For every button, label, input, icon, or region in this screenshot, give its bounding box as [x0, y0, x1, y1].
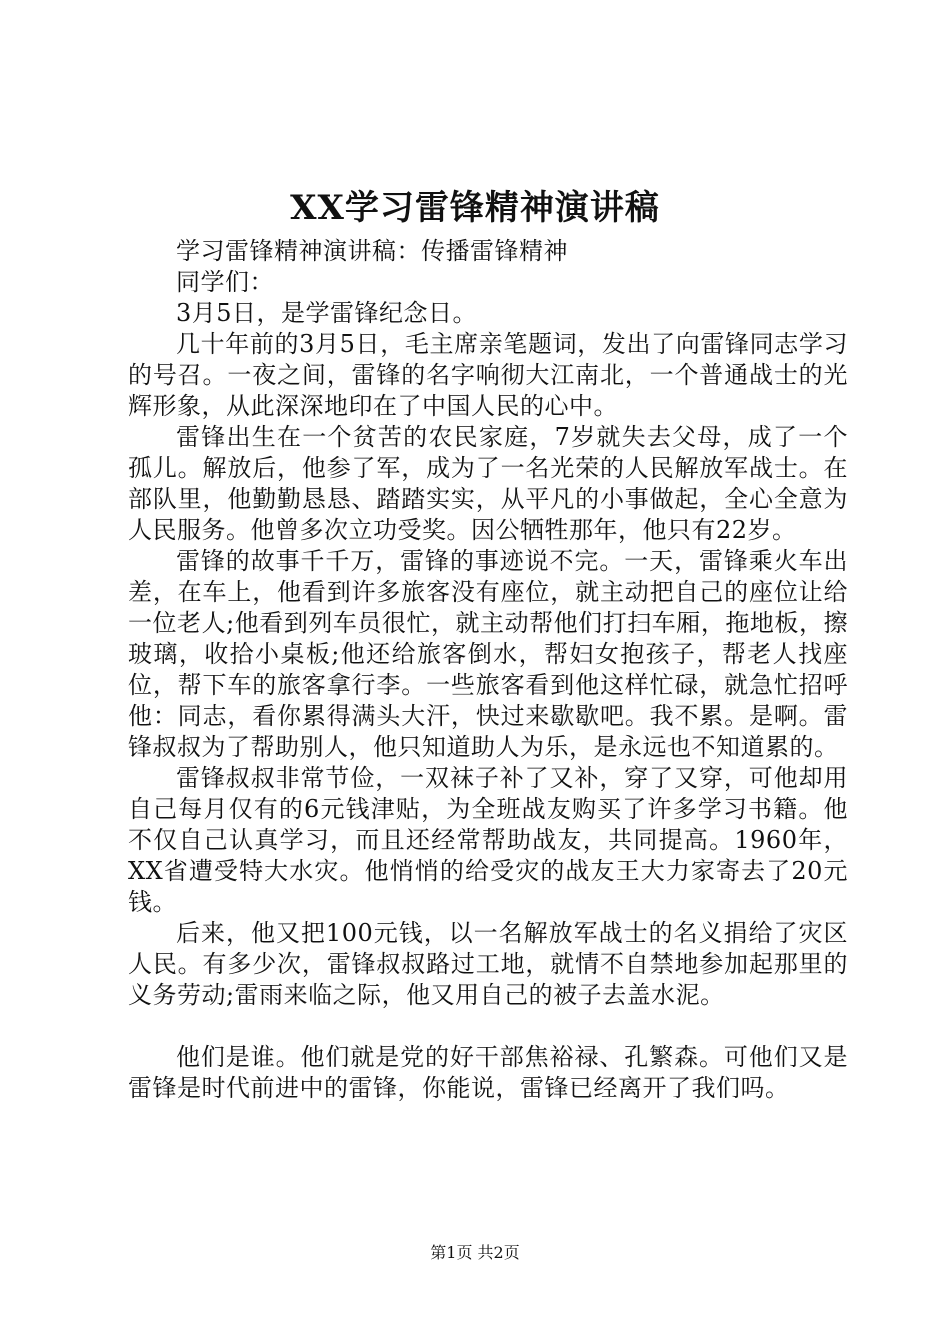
paragraph-greeting: 同学们：: [176, 268, 274, 296]
paragraph-subtitle: 学习雷锋精神演讲稿：传播雷锋精神: [176, 237, 568, 265]
paragraph-memorial-day: 3月5日，是学雷锋纪念日。: [176, 299, 478, 327]
paragraph-history: 几十年前的3月5日，毛主席亲笔题词，发出了向雷锋同志学习的号召。一夜之间，雷锋的名字响彻大江南北，一个普通战士的光辉形象，从此深深地印在了中国人民的心中。: [128, 330, 848, 420]
document-body: [128, 236, 848, 1104]
paragraph-question: 他们是谁。他们就是党的好干部焦裕禄、孔繁森。可他们又是雷锋是时代前进中的雷锋，你能说，雷锋已经离开了我们吗。: [128, 1043, 848, 1102]
paragraph-train-story: 雷锋的故事千千万，雷锋的事迹说不完。一天，雷锋乘火车出差，在车上，他看到许多旅客没有座位，就主动把自己的座位让给一位老人;他看到列车员很忙，就主动帮他们打扫车厢，拖地板，擦玻璃，收拾小桌板;他还给旅客倒水，帮妇女抱孩子，帮老人找座位，帮下车的旅客拿行李。一些旅客看到他这样忙碌，就急忙招呼他：同志，看你累得满头大汗，快过来歇歇吧。我不累。是啊。雷锋叔叔为了帮助别人，他只知道助人为乐，是永远也不知道累的。: [128, 547, 848, 761]
paragraph-biography: 雷锋出生在一个贫苦的农民家庭，7岁就失去父母，成了一个孤儿。解放后，他参了军，成为了一名光荣的人民解放军战士。在部队里，他勤勤恳恳、踏踏实实，从平凡的小事做起，全心全意为人民服务。他曾多次立功受奖。因公牺牲那年，他只有22岁。: [128, 423, 848, 544]
document-title: XX学习雷锋精神演讲稿: [290, 188, 660, 228]
paragraph-frugality: 雷锋叔叔非常节俭，一双袜子补了又补，穿了又穿，可他却用自己每月仅有的6元钱津贴，为全班战友购买了许多学习书籍。他不仅自己认真学习，而且还经常帮助战友，共同提高。1960年，XX省遭受特大水灾。他悄悄的给受灾的战友王大力家寄去了20元钱。: [128, 764, 848, 916]
page-footer: 第1页 共2页: [430, 1243, 520, 1262]
paragraph-donation: 后来，他又把100元钱，以一名解放军战士的名义捐给了灾区人民。有多少次，雷锋叔叔路过工地，就情不自禁地参加起那里的义务劳动;雷雨来临之际，他又用自己的被子去盖水泥。: [128, 919, 848, 1009]
